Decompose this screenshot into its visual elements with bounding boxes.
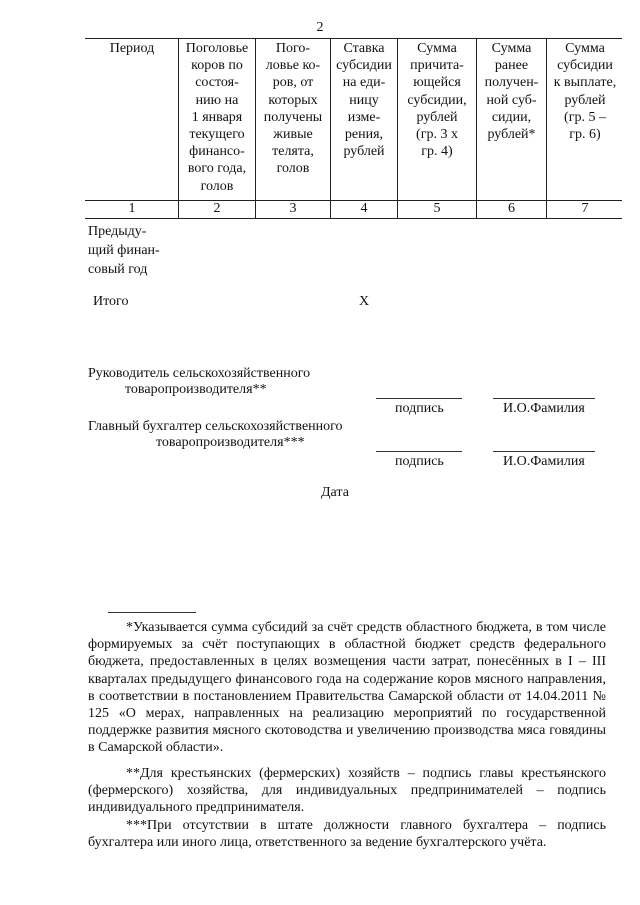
page-number: 2 [316, 20, 324, 35]
table-row-total-label: Итого [93, 294, 129, 309]
table-column-number: 4 [360, 201, 368, 216]
table-header-subsidy-due: Сумма причита- ющейся субсидии, рублей (гр. 3 х гр. 4) [407, 41, 467, 160]
head-signature-caption: подпись [395, 401, 444, 416]
head-label-line2: товаропроизводителя** [125, 382, 267, 397]
head-label-line1: Руководитель сельскохозяйственного [88, 366, 311, 381]
table-column-number: 1 [128, 201, 136, 216]
table-header-subsidy-payable: Сумма субсидии к выплате, рублей (гр. 5 – гр. 6) [553, 41, 617, 143]
accountant-label-line2: товаропроизводителя*** [156, 435, 305, 450]
head-signature-line [376, 398, 462, 399]
table-column-number: 5 [433, 201, 441, 216]
footnote-1: *Указывается сумма субсидий за счёт средств областного бюджета, в том числе формируемых за счёт поступающих в областной бюджет средств федерального бюджета, предоставленных в целях возмещения части затрат, понесённых в I – III кварталах предыдущего финансового года на содержание коров мясного направления, в соответствии в постановлением Правительства Самарской области от 14.04.2011 № 125 «О мерах, направленных на реализацию мероприятий по государственной поддержке развития мясного скотоводства и увеличению производства мяса говядины в Самарской области». [88, 620, 606, 756]
accountant-signature-caption: подпись [395, 454, 444, 469]
table-column-number: 2 [213, 201, 221, 216]
table-column-number: 7 [581, 201, 589, 216]
table-numbers-divider [85, 218, 622, 219]
footnote-separator [108, 612, 196, 613]
accountant-name-caption: И.О.Фамилия [503, 454, 585, 469]
accountant-label-line1: Главный бухгалтер сельскохозяйственного [88, 419, 343, 434]
table-header-cows-with-calves: Пого- ловье ко- ров, от которых получены живые телята, голов [263, 41, 323, 177]
table-column-number: 6 [508, 201, 515, 216]
head-name-line [493, 398, 595, 399]
table-header-subsidy-received: Сумма ранее получен- ной суб- сидии, рублей* [484, 41, 539, 143]
table-column-number: 3 [289, 201, 297, 216]
date-label: Дата [321, 485, 349, 500]
footnote-2: **Для крестьянских (фермерских) хозяйств – подпись главы крестьянского (фермерского) хозяйства, для индивидуальных предпринимателей – подпись индивидуального предпринимателя. [88, 766, 606, 816]
accountant-name-line [493, 451, 595, 452]
accountant-signature-line [376, 451, 462, 452]
footnote-3: ***При отсутствии в штате должности главного бухгалтера – подпись бухгалтера или иного лица, ответственного за ведение бухгалтерского учёта. [88, 818, 606, 851]
table-header-period: Период [109, 41, 155, 56]
table-row-previous-year-label: Предыду- щий финан- совый год [88, 224, 160, 277]
table-header-subsidy-rate: Ставка субсидии на еди- ницу изме- рения, рублей [336, 41, 392, 160]
table-border-top [85, 38, 622, 39]
head-name-caption: И.О.Фамилия [503, 401, 585, 416]
table-header-cows-count: Поголовье коров по состоя- нию на 1 января текущего финансо- вого года, голов [185, 41, 249, 194]
table-row-total-rate: Х [359, 294, 370, 309]
